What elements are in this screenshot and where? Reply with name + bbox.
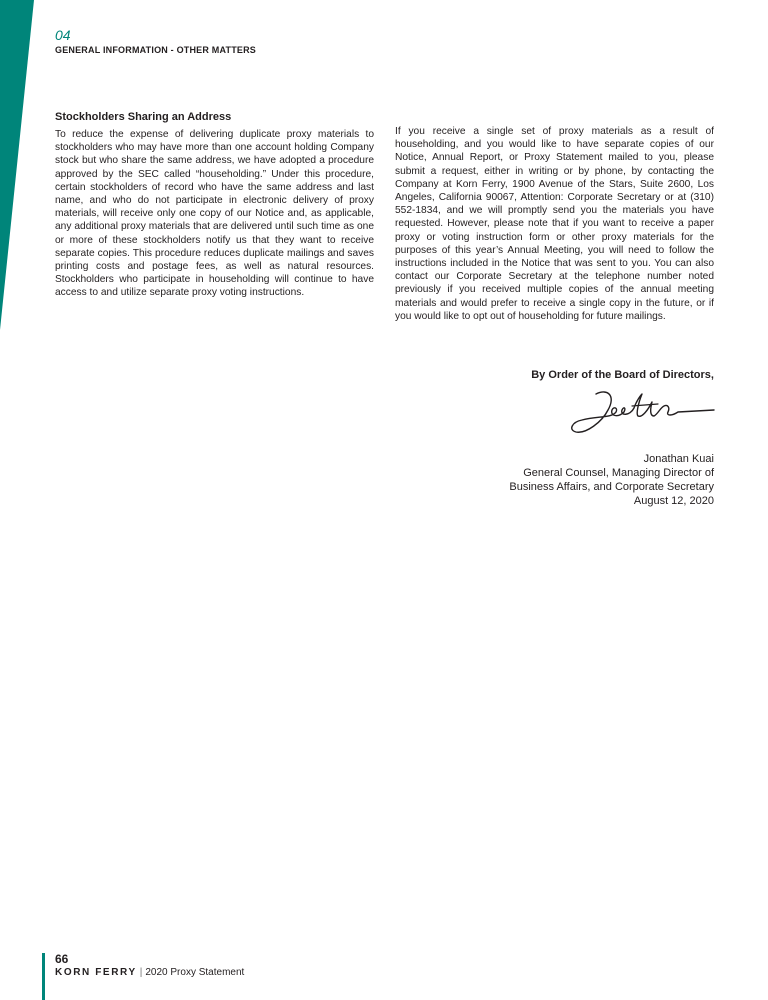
document-title: 2020 Proxy Statement (145, 967, 245, 978)
householding-paragraph: To reduce the expense of delivering duplicate proxy materials to stockholders who may have more than one account holding Company stock but who share the same address, we have adopted a procedure approved by the SEC called “householding.” Under this procedure, certain stockholders of record who have the same address and last name, and who do not participate in electronic delivery of proxy materials, will receive only one copy of our Notice and, as applicable, any additional proxy materials that are delivered until such time as one or more of these stockholders notify us that they want to receive separate copies. This procedure reduces duplicate mailings and saves printing costs and postage fees, as well as natural resources. Stockholders who participate in householding will continue to have access to and utilize separate proxy voting instructions. (55, 129, 374, 299)
signatory-name: Jonathan Kuai (643, 453, 714, 465)
signatory-title-line-1: General Counsel, Managing Director of (523, 467, 714, 479)
section-number: 04 (55, 27, 71, 43)
signature-date: August 12, 2020 (633, 495, 714, 507)
footer-separator: | (139, 967, 143, 978)
footer-line (55, 967, 244, 978)
signatory-title-line-2: Business Affairs, and Corporate Secretary (509, 481, 714, 493)
separate-copies-paragraph: If you receive a single set of proxy materials as a result of householding, and you would like to have separate copies of our Notice, Annual Report, or Proxy Statement mailed to you, please submit a request, either in writing or by phone, by contacting the Company at Korn Ferry, 1900 Avenue of the Stars, Suite 2600, Los Angeles, California 90067, Attention: Corporate Secretary or at (310) 552-1834, and we will promptly send you the materials you have requested. However, please note that if you want to receive a paper proxy or voting instruction form or other proxy materials for the purposes of this year’s Annual Meeting, you will need to follow the instructions included in the Notice that was sent to you. You can also contact our Corporate Secretary at the telephone number noted previously if you received multiple copies of the annual meeting materials and would prefer to receive a single copy in the future, or if you would like to opt out of householding for future mailings. (395, 126, 714, 322)
side-accent-band (0, 0, 40, 330)
signature-details (395, 452, 714, 508)
page-number: 66 (55, 952, 69, 966)
right-column (395, 125, 714, 323)
section-heading: Stockholders Sharing an Address (55, 111, 232, 123)
section-title: GENERAL INFORMATION - OTHER MATTERS (55, 45, 256, 55)
board-signoff: By Order of the Board of Directors, (531, 369, 714, 381)
left-column (55, 110, 374, 300)
footer-accent-bar (42, 953, 45, 1000)
handwritten-signature (568, 388, 716, 438)
brand-logo-text: KORN FERRY (55, 967, 137, 978)
